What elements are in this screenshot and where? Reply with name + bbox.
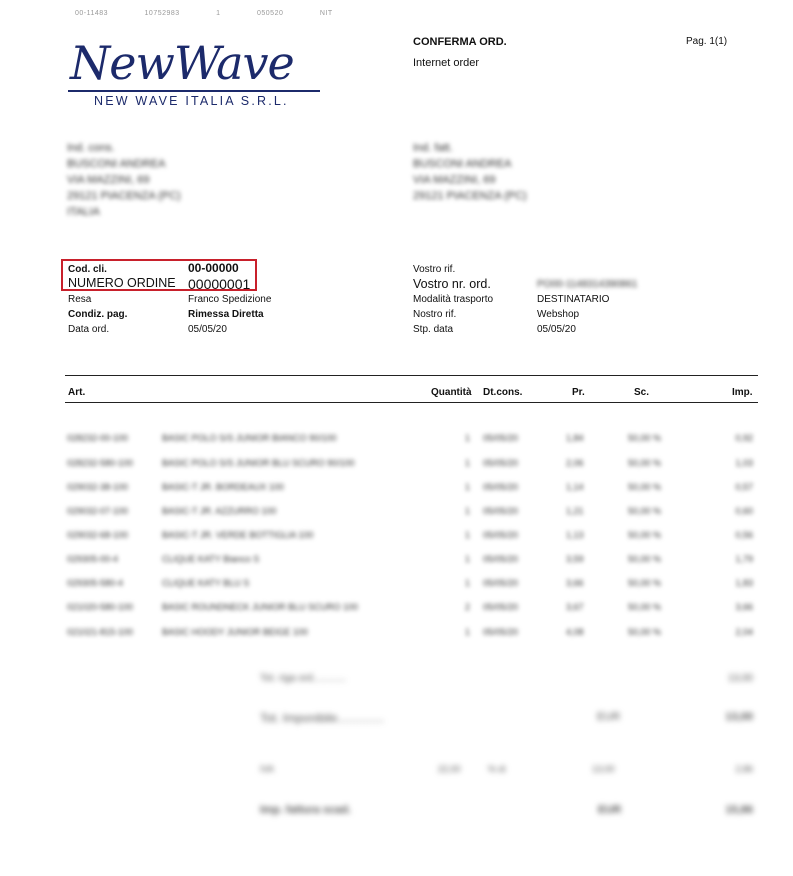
- billing-address: [413, 140, 527, 204]
- table-row: [0, 602, 793, 616]
- header-dt-cons: Dt.cons.: [483, 387, 523, 398]
- iva-pct: % di: [488, 764, 506, 774]
- iva-label: IVA: [260, 764, 274, 774]
- cell-dt: 05/05/20: [483, 506, 519, 516]
- tot-imponibile-value: 13,00: [725, 711, 753, 723]
- top-code: 10752983: [144, 10, 180, 17]
- cell-dt: 05/05/20: [483, 627, 519, 637]
- cell-qty: 1: [464, 627, 470, 637]
- address-line: BUSCONI ANDREA: [67, 158, 166, 170]
- cell-sc: 50,00 %: [628, 458, 662, 468]
- cell-pr: 3,67: [566, 602, 584, 612]
- imp-fattura-label: Imp. fattura scad.: [260, 804, 352, 816]
- table-row: [0, 627, 793, 641]
- vostro-nr-ord-label: Vostro nr. ord.: [413, 277, 491, 291]
- resa-label: Resa: [68, 294, 92, 305]
- stp-data-value: 05/05/20: [537, 324, 576, 335]
- cell-art: 029032-07-100: [67, 506, 129, 516]
- cell-sc: 50,00 %: [628, 578, 662, 588]
- cell-desc: BASIC-T JR. AZZURRO 100: [162, 506, 277, 516]
- header-pr: Pr.: [572, 387, 585, 398]
- cell-art: 021021-815-100: [67, 627, 134, 637]
- data-ord-label: Data ord.: [68, 324, 110, 335]
- address-line: ITALIA: [67, 206, 100, 218]
- condiz-pag-label: Condiz. pag.: [68, 309, 128, 320]
- cell-qty: 2: [464, 602, 470, 612]
- top-code: 1: [216, 10, 221, 17]
- cell-art: 029032-38-100: [67, 482, 129, 492]
- resa-value: Franco Spedizione: [188, 294, 272, 305]
- cell-art: 028232-00-100: [67, 433, 129, 443]
- cell-pr: 1,21: [566, 506, 584, 516]
- imp-fattura-value: 15,86: [725, 804, 753, 816]
- cell-sc: 50,00 %: [628, 482, 662, 492]
- cell-art: 021020-580-100: [67, 602, 134, 612]
- cell-sc: 50,00 %: [628, 627, 662, 637]
- header-quantita: Quantità: [431, 387, 472, 398]
- cod-cli-label: Cod. cli.: [68, 264, 107, 275]
- cell-imp: 0,56: [735, 530, 753, 540]
- cell-pr: 4,08: [566, 627, 584, 637]
- nostro-rif-label: Nostro rif.: [413, 309, 457, 320]
- stp-data-label: Stp. data: [413, 324, 454, 335]
- data-ord-value: 05/05/20: [188, 324, 227, 335]
- cell-imp: 0,57: [735, 482, 753, 492]
- cell-dt: 05/05/20: [483, 482, 519, 492]
- logo-subtitle: NEW WAVE ITALIA S.R.L.: [94, 94, 289, 108]
- cell-desc: BASIC POLO S/S JUNIOR BIANCO 90/100: [162, 433, 337, 443]
- company-logo: [68, 30, 326, 116]
- imp-fattura-currency: EUR: [598, 804, 622, 816]
- modalita-trasporto-label: Modalità trasporto: [413, 294, 494, 305]
- header-art: Art.: [68, 387, 86, 398]
- cell-pr: 3,59: [566, 554, 584, 564]
- cell-imp: 1,83: [735, 578, 753, 588]
- table-rule-bottom: [65, 402, 758, 403]
- cell-imp: 1,03: [735, 458, 753, 468]
- cell-sc: 50,00 %: [628, 506, 662, 516]
- cell-desc: BASIC POLO S/S JUNIOR BLU SCURO 90/100: [162, 458, 355, 468]
- cell-sc: 50,00 %: [628, 554, 662, 564]
- top-code: NIT: [319, 10, 333, 17]
- cell-qty: 1: [464, 482, 470, 492]
- tot-riga-value: 13,00: [727, 673, 753, 684]
- tot-imponibile-label: Tot. Imponibile..............: [260, 711, 385, 725]
- cell-pr: 1,13: [566, 530, 584, 540]
- table-row: [0, 433, 793, 447]
- numero-ordine-label: NUMERO ORDINE: [68, 276, 176, 290]
- cell-dt: 05/05/20: [483, 458, 519, 468]
- cell-pr: 2,06: [566, 458, 584, 468]
- top-codes: [75, 10, 367, 17]
- address-label: Ind. cons.: [67, 142, 115, 154]
- cell-imp: 1,79: [735, 554, 753, 564]
- cell-art: 029032-68-100: [67, 530, 129, 540]
- vostro-rif-label: Vostro rif.: [413, 264, 456, 275]
- cell-dt: 05/05/20: [483, 578, 519, 588]
- cell-qty: 1: [464, 506, 470, 516]
- cell-pr: 3,66: [566, 578, 584, 588]
- cell-sc: 50,00 %: [628, 530, 662, 540]
- cell-desc: CLIQUE KATY Bianco S: [162, 554, 260, 564]
- cell-pr: 1,14: [566, 482, 584, 492]
- address-label: Ind. fatt.: [413, 142, 453, 154]
- table-row: [0, 482, 793, 496]
- document-subtitle: Internet order: [413, 57, 480, 69]
- address-line: VIA MAZZINI, 69: [413, 174, 496, 186]
- condiz-pag-value: Rimessa Diretta: [188, 309, 264, 320]
- iva-value: 2,86: [735, 764, 753, 774]
- cell-desc: BASIC ROUNDNECK JUNIOR BLU SCURO 100: [162, 602, 359, 612]
- address-line: VIA MAZZINI, 69: [67, 174, 150, 186]
- table-row: [0, 554, 793, 568]
- iva-rate: 22,00: [438, 764, 461, 774]
- document-title: CONFERMA ORD.: [413, 36, 507, 48]
- cell-imp: 3,66: [735, 602, 753, 612]
- cell-imp: 0,92: [735, 433, 753, 443]
- cell-desc: BASIC HOODY JUNIOR BEIGE 100: [162, 627, 308, 637]
- address-line: 29121 PIACENZA (PC): [413, 190, 527, 202]
- nostro-rif-value: Webshop: [537, 309, 580, 320]
- cell-sc: 50,00 %: [628, 433, 662, 443]
- cell-art: 029305-580-4: [67, 578, 124, 588]
- cell-dt: 05/05/20: [483, 554, 519, 564]
- cell-dt: 05/05/20: [483, 433, 519, 443]
- cell-qty: 1: [464, 530, 470, 540]
- top-code: 050520: [257, 10, 284, 17]
- page-number: Pag. 1(1): [686, 36, 728, 47]
- cod-cli-value: 00-00000: [188, 261, 239, 275]
- table-row: [0, 458, 793, 472]
- table-row: [0, 530, 793, 544]
- table-row: [0, 578, 793, 592]
- tot-riga-label: Tot. riga ord............: [260, 673, 347, 684]
- address-line: BUSCONI ANDREA: [413, 158, 512, 170]
- cell-dt: 05/05/20: [483, 530, 519, 540]
- cell-imp: 2,04: [735, 627, 753, 637]
- tot-imponibile-currency: EUR: [597, 711, 621, 723]
- table-rule-top: [65, 375, 758, 376]
- cell-qty: 1: [464, 554, 470, 564]
- cell-desc: CLIQUE KATY BLU S: [162, 578, 250, 588]
- modalita-trasporto-value: DESTINATARIO: [537, 294, 610, 305]
- cell-dt: 05/05/20: [483, 602, 519, 612]
- header-imp: Imp.: [732, 387, 753, 398]
- cell-qty: 1: [464, 458, 470, 468]
- logo-divider: [68, 90, 320, 92]
- numero-ordine-value: 00000001: [188, 276, 251, 292]
- top-code: 00-11483: [75, 10, 109, 17]
- vostro-nr-ord-value: PO00-1148314390861: [537, 279, 638, 290]
- delivery-address: [67, 140, 181, 220]
- logo-wordmark: NewWave: [70, 36, 294, 90]
- cell-sc: 50,00 %: [628, 602, 662, 612]
- cell-art: 029305-00-4: [67, 554, 119, 564]
- cell-qty: 1: [464, 433, 470, 443]
- cell-qty: 1: [464, 578, 470, 588]
- cell-desc: BASIC-T JR. VERDE BOTTIGLIA 100: [162, 530, 314, 540]
- address-line: 29121 PIACENZA (PC): [67, 190, 181, 202]
- header-sc: Sc.: [634, 387, 650, 398]
- cell-imp: 0,60: [735, 506, 753, 516]
- cell-pr: 1,84: [566, 433, 584, 443]
- table-row: [0, 506, 793, 520]
- cell-art: 028232-580-100: [67, 458, 134, 468]
- cell-desc: BASIC-T JR. BORDEAUX 100: [162, 482, 284, 492]
- iva-base: 13,00: [592, 764, 615, 774]
